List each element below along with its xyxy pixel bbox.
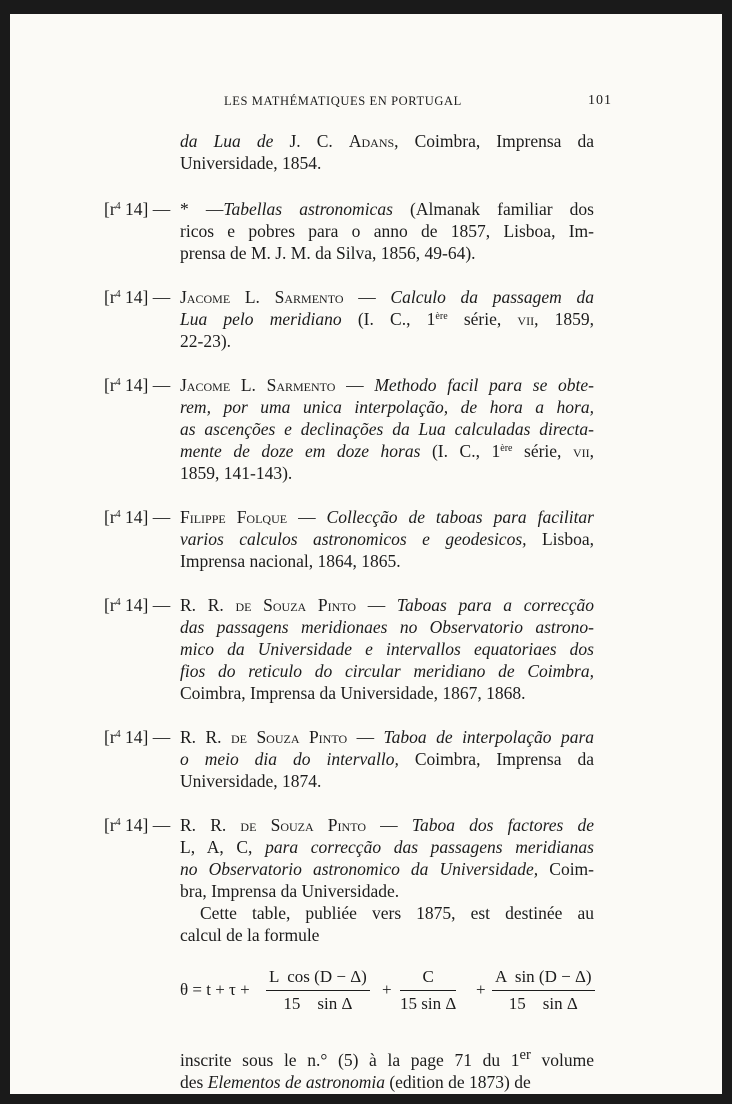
fraction-numerator: C: [400, 966, 456, 991]
entry-line: 22-23).: [180, 331, 232, 351]
entry-line: da Lua de J. C. Adans, Coimbra, Imprensa da: [180, 131, 595, 151]
bibliography-entry: [104, 594, 594, 704]
entry-reference: [$r^4$ 14] —: [104, 595, 171, 615]
entry-line: as ascenções e declinações da Lua calculadas directa-: [180, 419, 594, 439]
entry-line: ricos e pobres para o anno de 1857, Lisboa, Im-: [180, 221, 594, 241]
page-number: 101: [588, 93, 612, 108]
entry-reference: [$r^4$ 14] —: [104, 375, 171, 395]
entry-line: Universidade, 1854.: [180, 153, 322, 173]
closing-line: inscrite sous le n.° (5) à la page 71 du 1er volume: [180, 1047, 595, 1070]
fraction-numerator: A sin (D − Δ): [492, 966, 595, 991]
closing-line: des Elementos de astronomia (edition de 1873) de: [180, 1071, 531, 1092]
running-title: LES MATHÉMATIQUES EN PORTUGAL: [224, 94, 462, 108]
entry-line: bra, Imprensa da Universidade.: [180, 881, 400, 901]
bibliography-entry: [104, 198, 594, 264]
bibliography-entry: [104, 726, 594, 792]
bibliography-entry: [104, 814, 594, 902]
fraction-numerator: L cos (D − Δ): [266, 966, 370, 991]
entry-reference: [$r^4$ 14] —: [104, 727, 171, 747]
entry-line: no Observatorio astronomico da Universidade, Coim-: [180, 859, 594, 879]
entry-line: mico da Universidade e intervallos equatoriaes dos: [180, 639, 594, 659]
entry-line: R. R. de Souza Pinto — Taboa dos factores de: [180, 815, 594, 835]
formula-lhs: θ = t + τ +: [180, 980, 250, 999]
entry-line: Jacome L. Sarmento — Methodo facil para se obte-: [180, 375, 594, 395]
entry-line: R. R. de Souza Pinto — Taboas para a correcção: [180, 595, 594, 615]
bibliography-entry: [104, 130, 594, 174]
entry-reference: [$r^4$ 14] —: [104, 199, 171, 219]
bibliography-entry: [104, 506, 594, 572]
entry-line: 1859, 141-143).: [180, 463, 293, 483]
closing-paragraph: [104, 1044, 594, 1093]
plus-sign: +: [382, 980, 392, 999]
entry-reference: [$r^4$ 14] —: [104, 507, 171, 527]
entry-line: * —Tabellas astronomicas (Almanak familiar dos: [180, 199, 594, 219]
plus-sign: +: [476, 980, 486, 999]
entry-reference: [$r^4$ 14] —: [104, 815, 171, 835]
entry-line: das passagens meridionaes no Observatorio astrono-: [180, 617, 594, 637]
formula: [104, 962, 594, 1026]
fraction-denominator: 15 sin Δ: [400, 994, 457, 1013]
entry-line: varios calculos astronomicos e geodesicos, Lisboa,: [180, 529, 594, 549]
entry-line: prensa de M. J. M. da Silva, 1856, 49-64).: [180, 243, 476, 263]
entry-line: Jacome L. Sarmento — Calculo da passagem da: [180, 287, 594, 307]
entry-line: o meio dia do intervallo, Coimbra, Imprensa da: [180, 749, 594, 769]
entry-line: Imprensa nacional, 1864, 1865.: [180, 551, 401, 571]
formula-fraction: [266, 966, 370, 1015]
entry-line: Filippe Folque — Collecção de taboas para facilitar: [180, 507, 594, 527]
fraction-denominator: 15 sin Δ: [508, 994, 578, 1013]
entry-line: Universidade, 1874.: [180, 771, 322, 791]
entry-line: rem, por uma unica interpolação, de hora a hora,: [180, 397, 594, 417]
entry-line: L, A, C, para correcção das passagens meridianas: [180, 837, 594, 857]
book-page: [10, 14, 722, 1094]
entry-reference: [$r^4$ 14] —: [104, 287, 171, 307]
note-paragraph: [104, 902, 594, 946]
bibliography-entry: [104, 286, 594, 352]
entry-line: fios do reticulo do circular meridiano de Coimbra,: [180, 661, 594, 681]
entry-line: Lua pelo meridiano (I. C., 1ère série, vii, 1859,: [180, 309, 595, 329]
page-body: [104, 130, 594, 1093]
bibliography-entry: [104, 374, 594, 484]
entry-line: Coimbra, Imprensa da Universidade, 1867, 1868.: [180, 683, 526, 703]
fraction-denominator: 15 sin Δ: [283, 994, 353, 1013]
entry-line: mente de doze em doze horas (I. C., 1ère série, vii,: [180, 441, 595, 461]
formula-fraction: [400, 966, 456, 1015]
note-line: calcul de la formule: [180, 925, 320, 945]
entry-line: R. R. de Souza Pinto — Taboa de interpolação para: [180, 727, 595, 747]
formula-fraction: [492, 966, 595, 1015]
note-line: Cette table, publiée vers 1875, est destinée au: [200, 903, 594, 923]
